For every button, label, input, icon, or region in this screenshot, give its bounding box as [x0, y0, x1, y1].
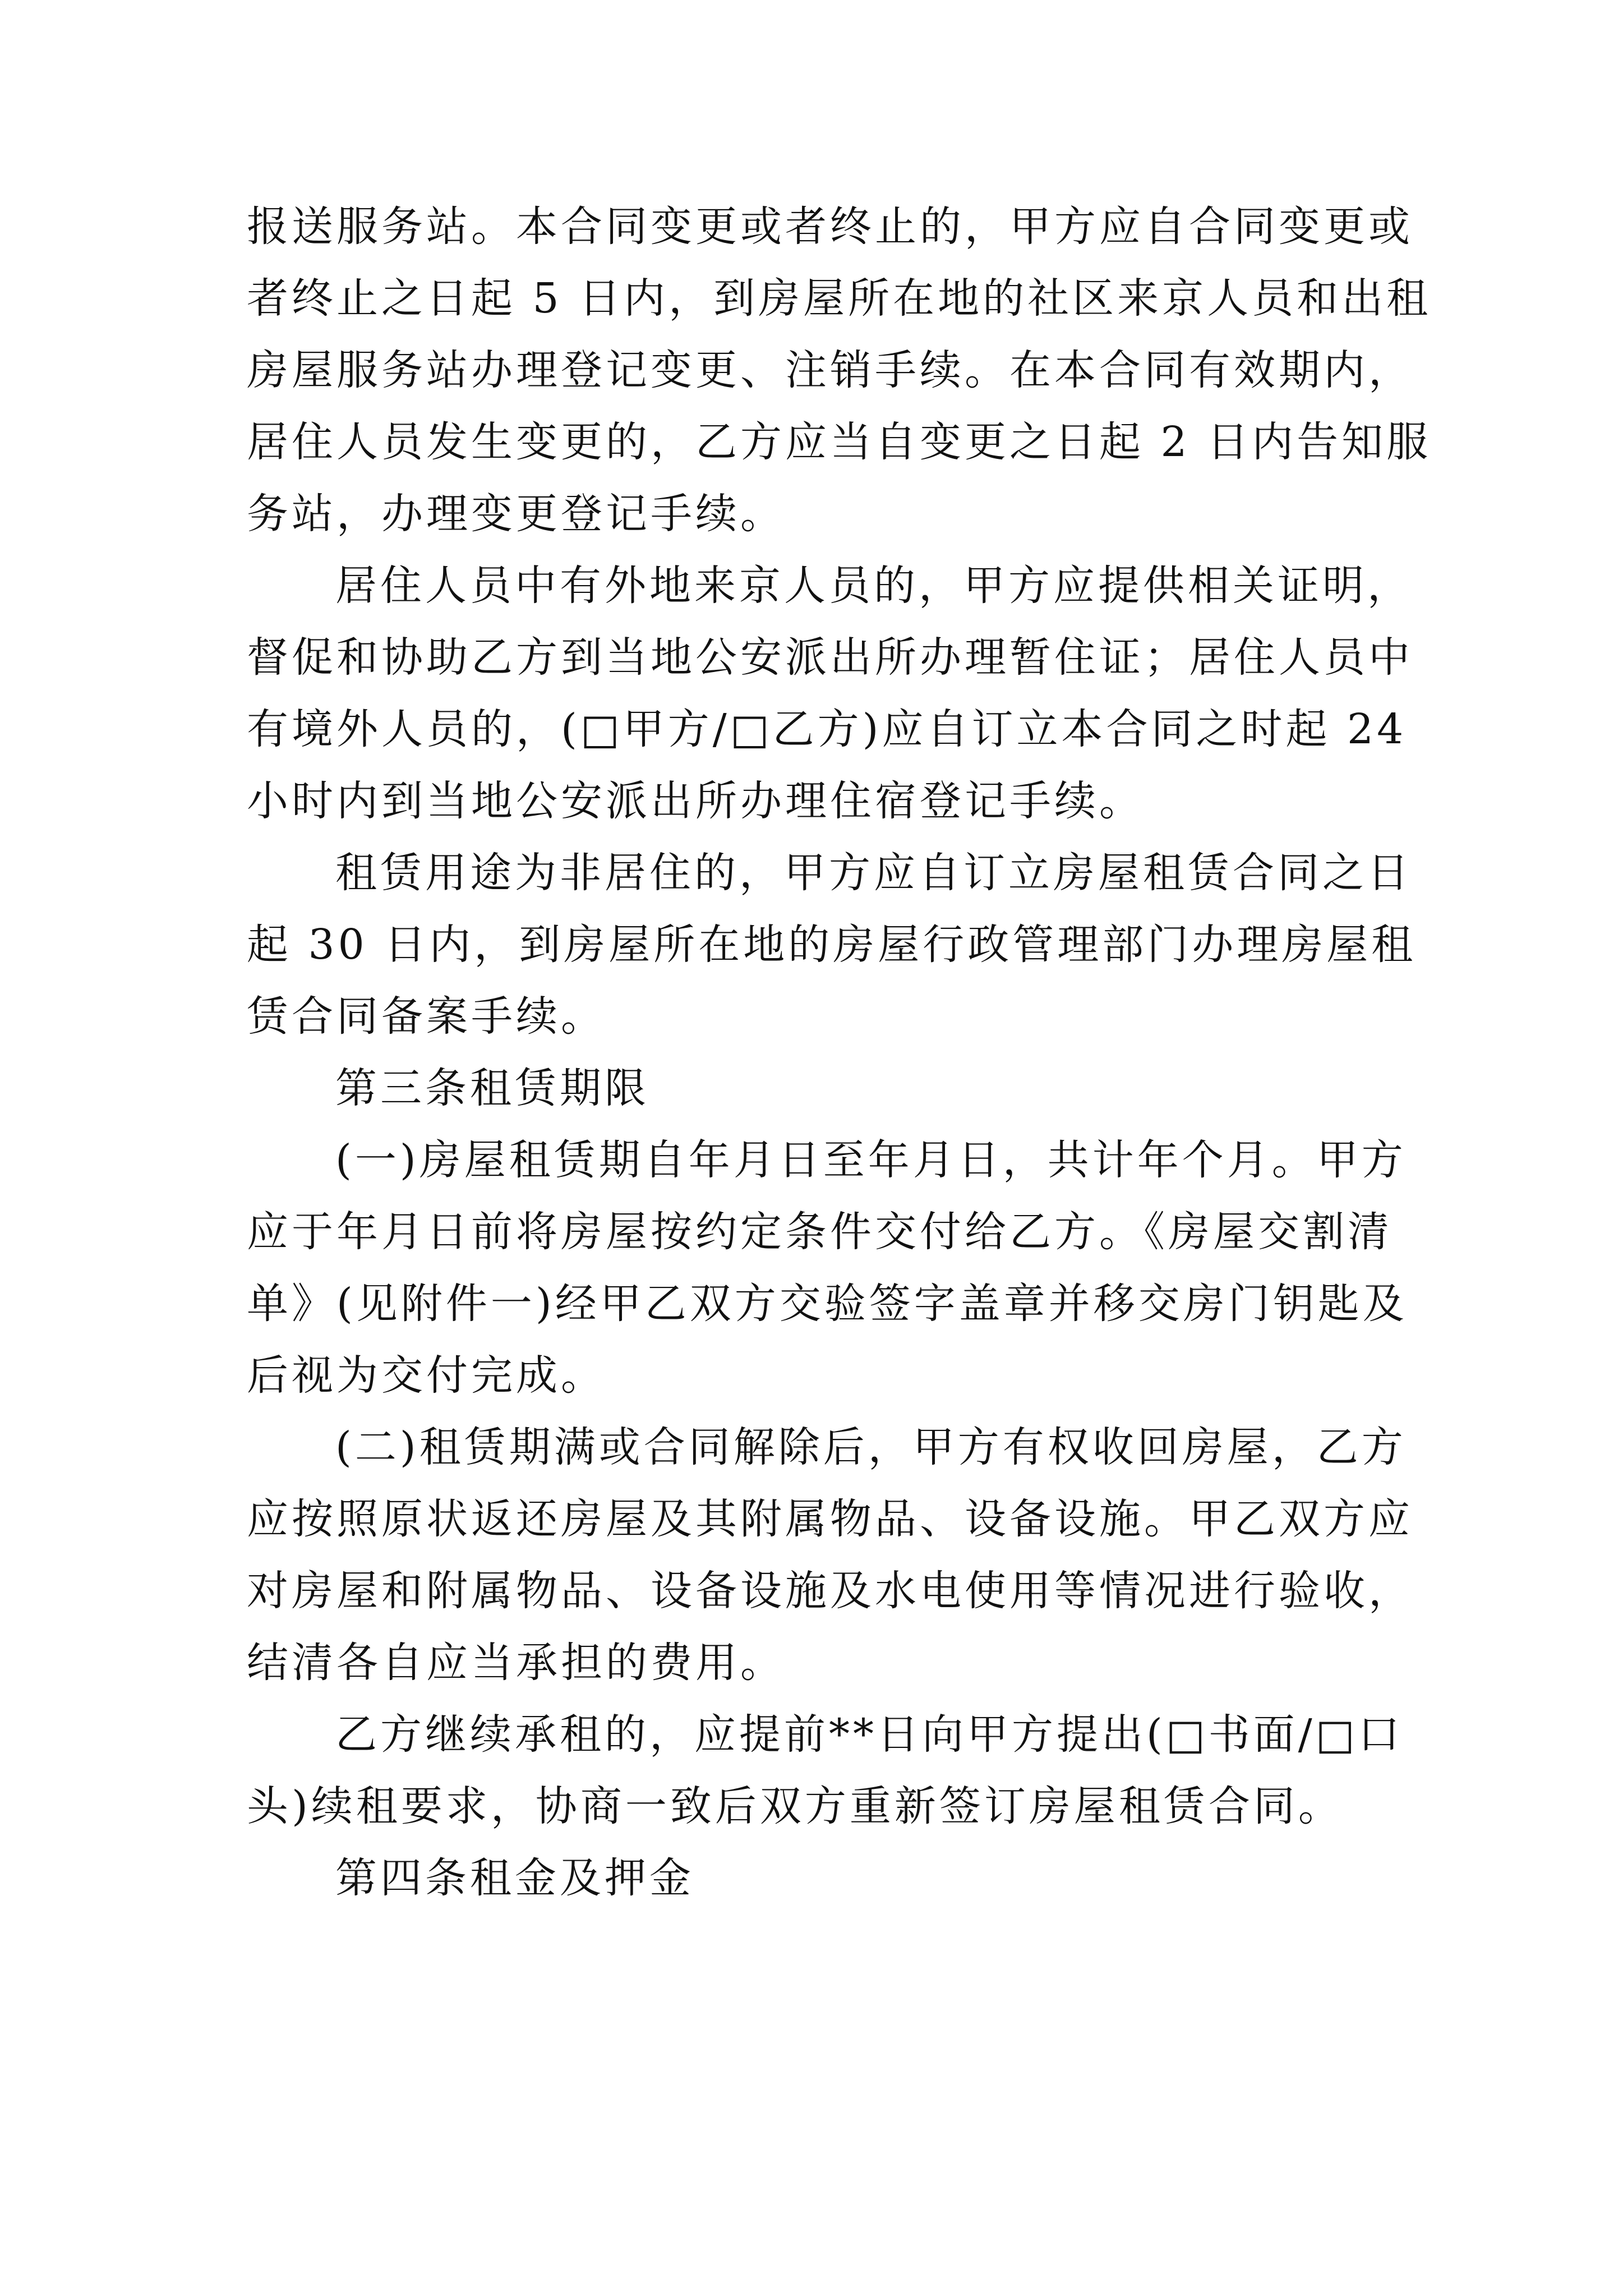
text-line: 起 30 日内，到房屋所在地的房屋行政管理部门办理房屋租	[247, 921, 1417, 969]
text-line: 租赁用途为非居住的，甲方应自订立房屋租赁合同之日	[335, 849, 1412, 897]
text-line: 者终止之日起 5 日内，到房屋所在地的社区来京人员和出租	[247, 274, 1432, 323]
section-heading: 第三条租赁期限	[335, 1064, 649, 1112]
text-line: 居住人员发生变更的，乙方应当自变更之日起 2 日内告知服	[247, 418, 1432, 466]
text-line: 有境外人员的，(□甲方/□乙方)应自订立本合同之时起 24	[247, 705, 1407, 753]
text-line: 应于年月日前将房屋按约定条件交付给乙方。《房屋交割清	[247, 1208, 1393, 1256]
text-line: 务站，办理变更登记手续。	[247, 490, 785, 538]
text-line: 乙方继续承租的，应提前**日向甲方提出(□书面/□口	[335, 1710, 1403, 1759]
text-line: 应按照原状返还房屋及其附属物品、设备设施。甲乙双方应	[247, 1495, 1413, 1543]
text-line: 小时内到当地公安派出所办理住宿登记手续。	[247, 777, 1144, 825]
text-line: 督促和协助乙方到当地公安派出所办理暂住证；居住人员中	[247, 633, 1413, 682]
text-line: (二)租赁期满或合同解除后，甲方有权收回房屋，乙方	[335, 1423, 1407, 1471]
text-line: 房屋服务站办理登记变更、注销手续。在本合同有效期内，	[247, 346, 1413, 394]
section-heading: 第四条租金及押金	[335, 1854, 694, 1902]
text-line: 后视为交付完成。	[247, 1351, 606, 1400]
text-line: 头)续租要求，协商一致后双方重新签订房屋租赁合同。	[247, 1782, 1343, 1830]
text-line: 对房屋和附属物品、设备设施及水电使用等情况进行验收，	[247, 1567, 1413, 1615]
text-line: 结清各自应当承担的费用。	[247, 1639, 785, 1687]
text-line: 赁合同备案手续。	[247, 992, 606, 1041]
text-line: (一)房屋租赁期自年月日至年月日，共计年个月。甲方	[335, 1136, 1407, 1184]
text-line: 报送服务站。本合同变更或者终止的，甲方应自合同变更或	[247, 203, 1413, 251]
text-line: 居住人员中有外地来京人员的，甲方应提供相关证明，	[335, 562, 1412, 610]
text-line: 单》(见附件一)经甲乙双方交验签字盖章并移交房门钥匙及	[247, 1280, 1408, 1328]
document-body	[247, 191, 1432, 1914]
